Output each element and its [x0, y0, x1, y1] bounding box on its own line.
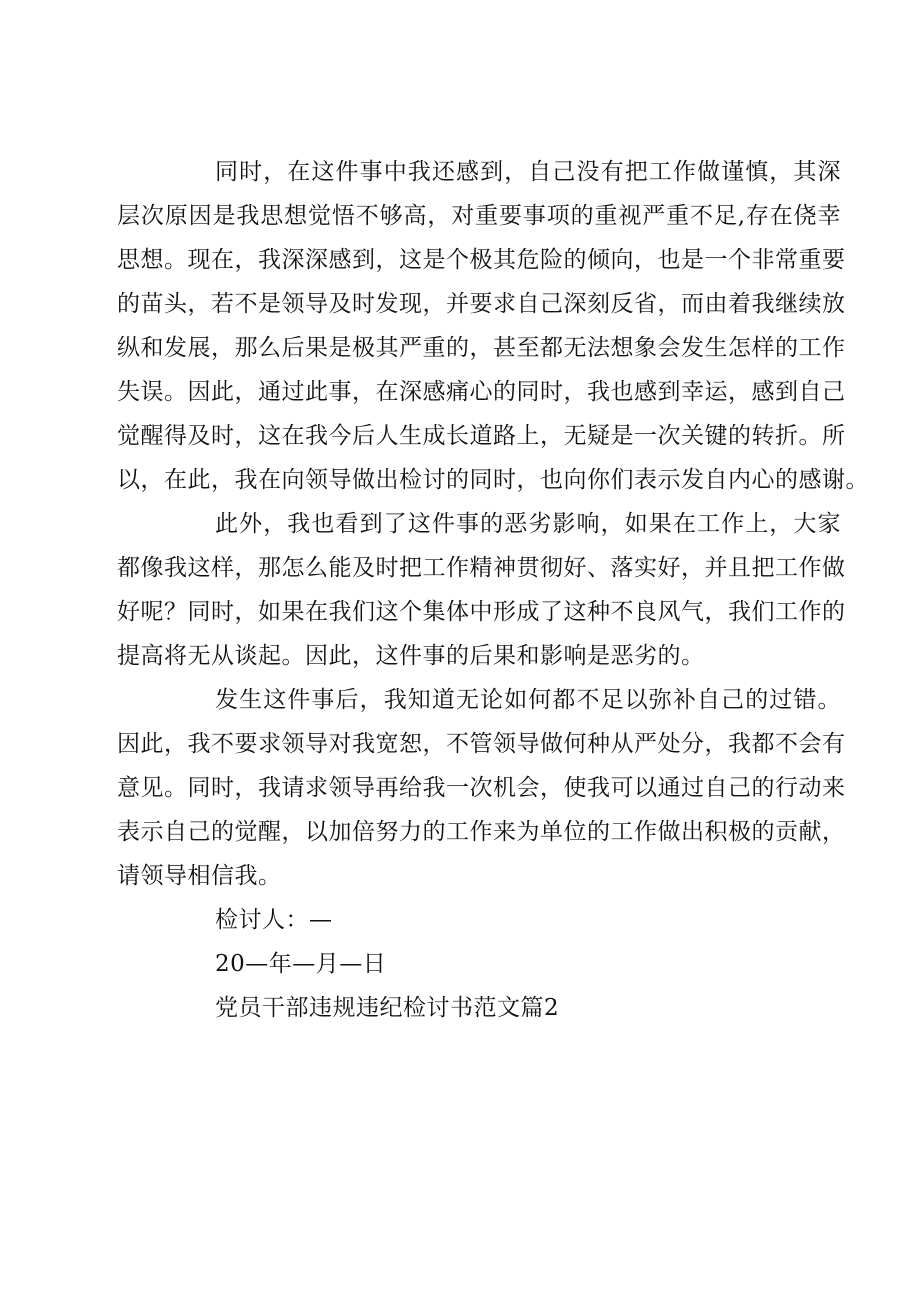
- document-body: [117, 150, 869, 1030]
- paragraph-line: 思想。现在，我深深感到，这是个极其危险的倾向，也是一个非常重要: [117, 247, 846, 273]
- paragraph-line: 以，在此，我在向领导做出检讨的同时，也向你们表示发自内心的感谢。: [117, 467, 869, 493]
- paragraph-line: 觉醒得及时，这在我今后人生成长道路上，无疑是一次关键的转折。所: [117, 423, 846, 449]
- paragraph-line: 都像我这样，那怎么能及时把工作精神贯彻好、落实好，并且把工作做: [117, 555, 846, 581]
- paragraph-2: [117, 502, 846, 678]
- paragraph-3: [117, 678, 846, 898]
- paragraph-line: 请领导相信我。: [117, 863, 282, 889]
- next-section-title: 党员干部违规违纪检讨书范文篇2: [215, 995, 560, 1021]
- paragraph-line: 纵和发展，那么后果是极其严重的，甚至都无法想象会发生怎样的工作: [117, 335, 846, 361]
- paragraph-line: 的苗头，若不是领导及时发现，并要求自己深刻反省，而由着我继续放: [117, 291, 846, 317]
- paragraph-line: 此外，我也看到了这件事的恶劣影响，如果在工作上，大家: [215, 511, 841, 537]
- paragraph-1: [117, 150, 869, 502]
- paragraph-line: 提高将无从谈起。因此，这件事的后果和影响是恶劣的。: [117, 643, 705, 669]
- paragraph-line: 表示自己的觉醒，以加倍努力的工作来为单位的工作做出积极的贡献，: [117, 819, 846, 845]
- paragraph-line: 层次原因是我思想觉悟不够高，对重要事项的重视严重不足,存在侥幸: [117, 203, 841, 229]
- paragraph-line: 好呢？同时，如果在我们这个集体中形成了这种不良风气，我们工作的: [117, 599, 846, 625]
- paragraph-line: 因此，我不要求领导对我宽恕，不管领导做何种从严处分，我都不会有: [117, 731, 846, 757]
- paragraph-line: 发生这件事后，我知道无论如何都不足以弥补自己的过错。: [215, 687, 841, 713]
- paragraph-line: 意见。同时，我请求领导再给我一次机会，使我可以通过自己的行动来: [117, 775, 846, 801]
- reviewer-signature: 检讨人：—: [215, 907, 333, 933]
- signature-date: 20—年—月—日: [215, 951, 387, 977]
- paragraph-line: 同时，在这件事中我还感到，自己没有把工作做谨慎，其深: [215, 159, 841, 185]
- paragraph-line: 失误。因此，通过此事，在深感痛心的同时，我也感到幸运，感到自己: [117, 379, 846, 405]
